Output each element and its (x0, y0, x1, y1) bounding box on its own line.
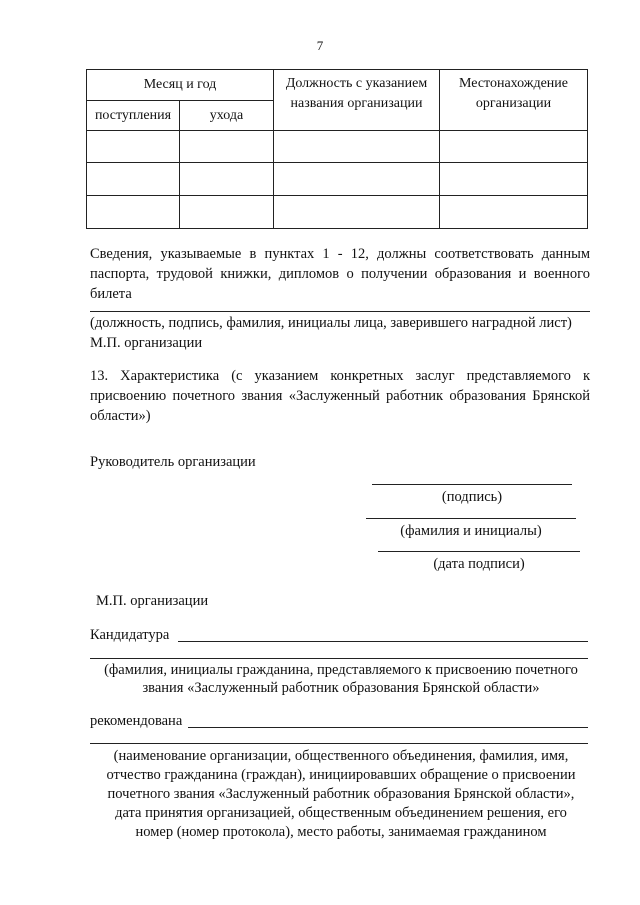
table-cell[interactable] (274, 131, 440, 163)
table-cell[interactable] (180, 131, 274, 163)
page-number: 7 (316, 38, 324, 53)
table-cell[interactable] (87, 131, 180, 163)
name-caption: (фамилия и инициалы) (400, 523, 542, 539)
employment-table (86, 69, 588, 229)
recommended-label: рекомендована (90, 713, 183, 729)
date-caption: (дата подписи) (433, 556, 525, 572)
candidacy-caption-line-2: звания «Заслуженный работник образования Брянской области» (142, 680, 540, 696)
stamp-label-2: М.П. организации (96, 593, 209, 609)
table-cell[interactable] (180, 196, 274, 229)
subheader-end: ухода (180, 101, 274, 131)
candidacy-line-2[interactable] (90, 658, 588, 659)
date-line[interactable] (378, 551, 580, 552)
recommended-caption-line-1: (наименование организации, общественного объединения, фамилия, имя, (113, 748, 569, 764)
candidacy-label: Кандидатура (90, 627, 170, 643)
name-line[interactable] (366, 518, 576, 519)
characteristic-section: 13. Характеристика (с указанием конкретных заслуг представляемого к присвоению почетного звания «Заслуженный работник образования Брянской области») (90, 368, 590, 424)
head-label: Руководитель организации (90, 454, 256, 470)
table-cell[interactable] (87, 196, 180, 229)
recommended-caption-line-5: номер (номер протокола), место работы, занимаемая гражданином (135, 824, 547, 840)
header-position: Должность с указанием названия организации (274, 70, 440, 131)
header-month-year: Месяц и год (87, 70, 274, 101)
recommended-caption-line-2: отчество гражданина (граждан), инициировавших обращение о присвоении (106, 767, 576, 783)
recommended-line-2[interactable] (90, 743, 588, 744)
table-cell[interactable] (274, 163, 440, 196)
subheader-start: поступления (87, 101, 180, 131)
table-cell[interactable] (87, 163, 180, 196)
table-cell[interactable] (440, 131, 588, 163)
table-row (87, 196, 588, 229)
table-cell[interactable] (440, 196, 588, 229)
table-row (87, 131, 588, 163)
recommended-caption-line-4: дата принятия организацией, общественным объединением решения, его (115, 805, 567, 821)
candidacy-line[interactable] (178, 641, 588, 642)
signature-line[interactable] (372, 484, 572, 485)
table-cell[interactable] (180, 163, 274, 196)
table-cell[interactable] (274, 196, 440, 229)
table-cell[interactable] (440, 163, 588, 196)
stamp-label: М.П. организации (90, 335, 203, 351)
info-note: Сведения, указываемые в пунктах 1 - 12, должны соответствовать данным паспорта, трудовой книжки, дипломов о получении образования и военного билета (90, 246, 590, 302)
signature-caption: (подпись) (441, 489, 503, 505)
recommended-caption-line-3: почетного звания «Заслуженный работник образования Брянской области», (107, 786, 575, 802)
recommended-line[interactable] (188, 727, 588, 728)
candidacy-caption-line-1: (фамилия, инициалы гражданина, представляемого к присвоению почетного (104, 662, 578, 678)
certifier-line[interactable] (90, 311, 590, 312)
certifier-caption: (должность, подпись, фамилия, инициалы лица, заверившего наградной лист) (90, 315, 572, 331)
table-row (87, 163, 588, 196)
header-location: Местонахождение организации (440, 70, 588, 131)
